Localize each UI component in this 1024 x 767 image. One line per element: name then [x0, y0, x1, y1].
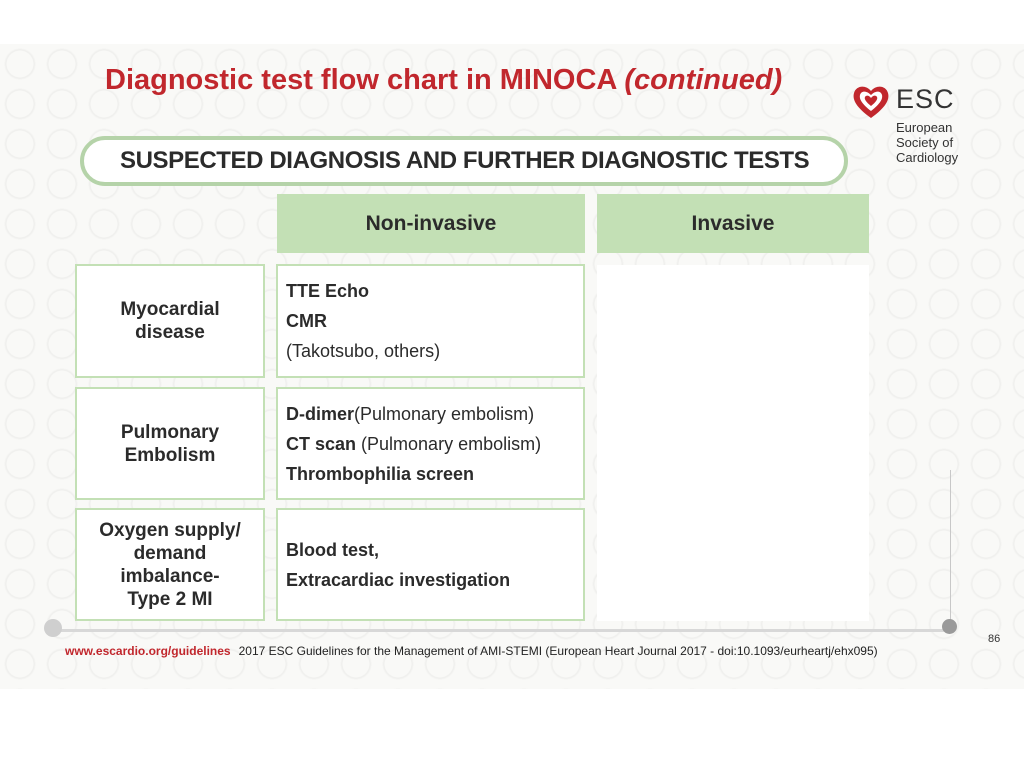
test-item [286, 336, 583, 366]
column-header-non-invasive: Non-invasive [277, 194, 585, 253]
row-label-line: demand [133, 542, 207, 564]
slide-footer [65, 644, 878, 658]
test-name: CMR [286, 311, 327, 331]
tests-cell-type2-mi [276, 508, 585, 621]
invasive-column-body [597, 265, 869, 621]
slide-title [105, 64, 782, 97]
nav-dot-start [44, 619, 62, 637]
row-label-type2-mi [75, 508, 265, 621]
guidelines-link[interactable]: www.escardio.org/guidelines [65, 644, 231, 658]
test-name: Thrombophilia screen [286, 463, 475, 484]
row-label-line: Pulmonary [120, 421, 220, 443]
row-label-line: imbalance- [120, 565, 220, 587]
row-label-line: disease [135, 322, 205, 343]
esc-heart-logo-icon [851, 82, 891, 122]
test-name: D-dimer [286, 403, 355, 424]
row-label-line: Myocardial [120, 299, 220, 320]
logo-organization-name: European Society of Cardiology [896, 120, 959, 165]
page-number: 86 [988, 633, 1001, 645]
esc-logo [851, 82, 991, 165]
test-item [286, 565, 583, 595]
test-note: (Takotsubo, others) [286, 341, 441, 361]
title-continued: (continued) [624, 64, 783, 96]
citation-text: 2017 ESC Guidelines for the Management of AMI-STEMI (European Heart Journal 2017 - doi:10.1093/eurheartj/ehx095) [238, 644, 878, 658]
row-label-pulmonary-embolism [75, 387, 265, 500]
progress-track [56, 629, 944, 632]
test-item [286, 399, 583, 429]
test-item [286, 306, 583, 336]
test-item [286, 459, 583, 489]
title-main: Diagnostic test flow chart in MINOCA [105, 64, 625, 96]
row-label-myocardial-disease [75, 264, 265, 378]
test-item [286, 429, 583, 459]
tests-cell-myocardial-disease [276, 264, 585, 378]
column-header-invasive: Invasive [597, 194, 869, 253]
test-item [286, 535, 583, 565]
test-note: (Pulmonary embolism) [354, 403, 535, 424]
row-label-line: Type 2 MI [127, 588, 213, 610]
test-name: TTE Echo [286, 281, 370, 301]
logo-abbreviation: ESC [896, 84, 955, 114]
divider [950, 470, 951, 620]
test-name: Blood test, [286, 539, 379, 560]
test-note: (Pulmonary embolism) [356, 433, 542, 454]
row-label-line: Oxygen supply/ [99, 519, 241, 541]
test-name: CT scan [286, 433, 357, 454]
test-item [286, 276, 583, 306]
nav-dot-end [942, 619, 957, 634]
test-name: Extracardiac investigation [286, 569, 511, 590]
section-banner: SUSPECTED DIAGNOSIS AND FURTHER DIAGNOSTIC TESTS [80, 136, 848, 186]
row-label-line: Embolism [124, 444, 216, 466]
tests-cell-pulmonary-embolism [276, 387, 585, 500]
